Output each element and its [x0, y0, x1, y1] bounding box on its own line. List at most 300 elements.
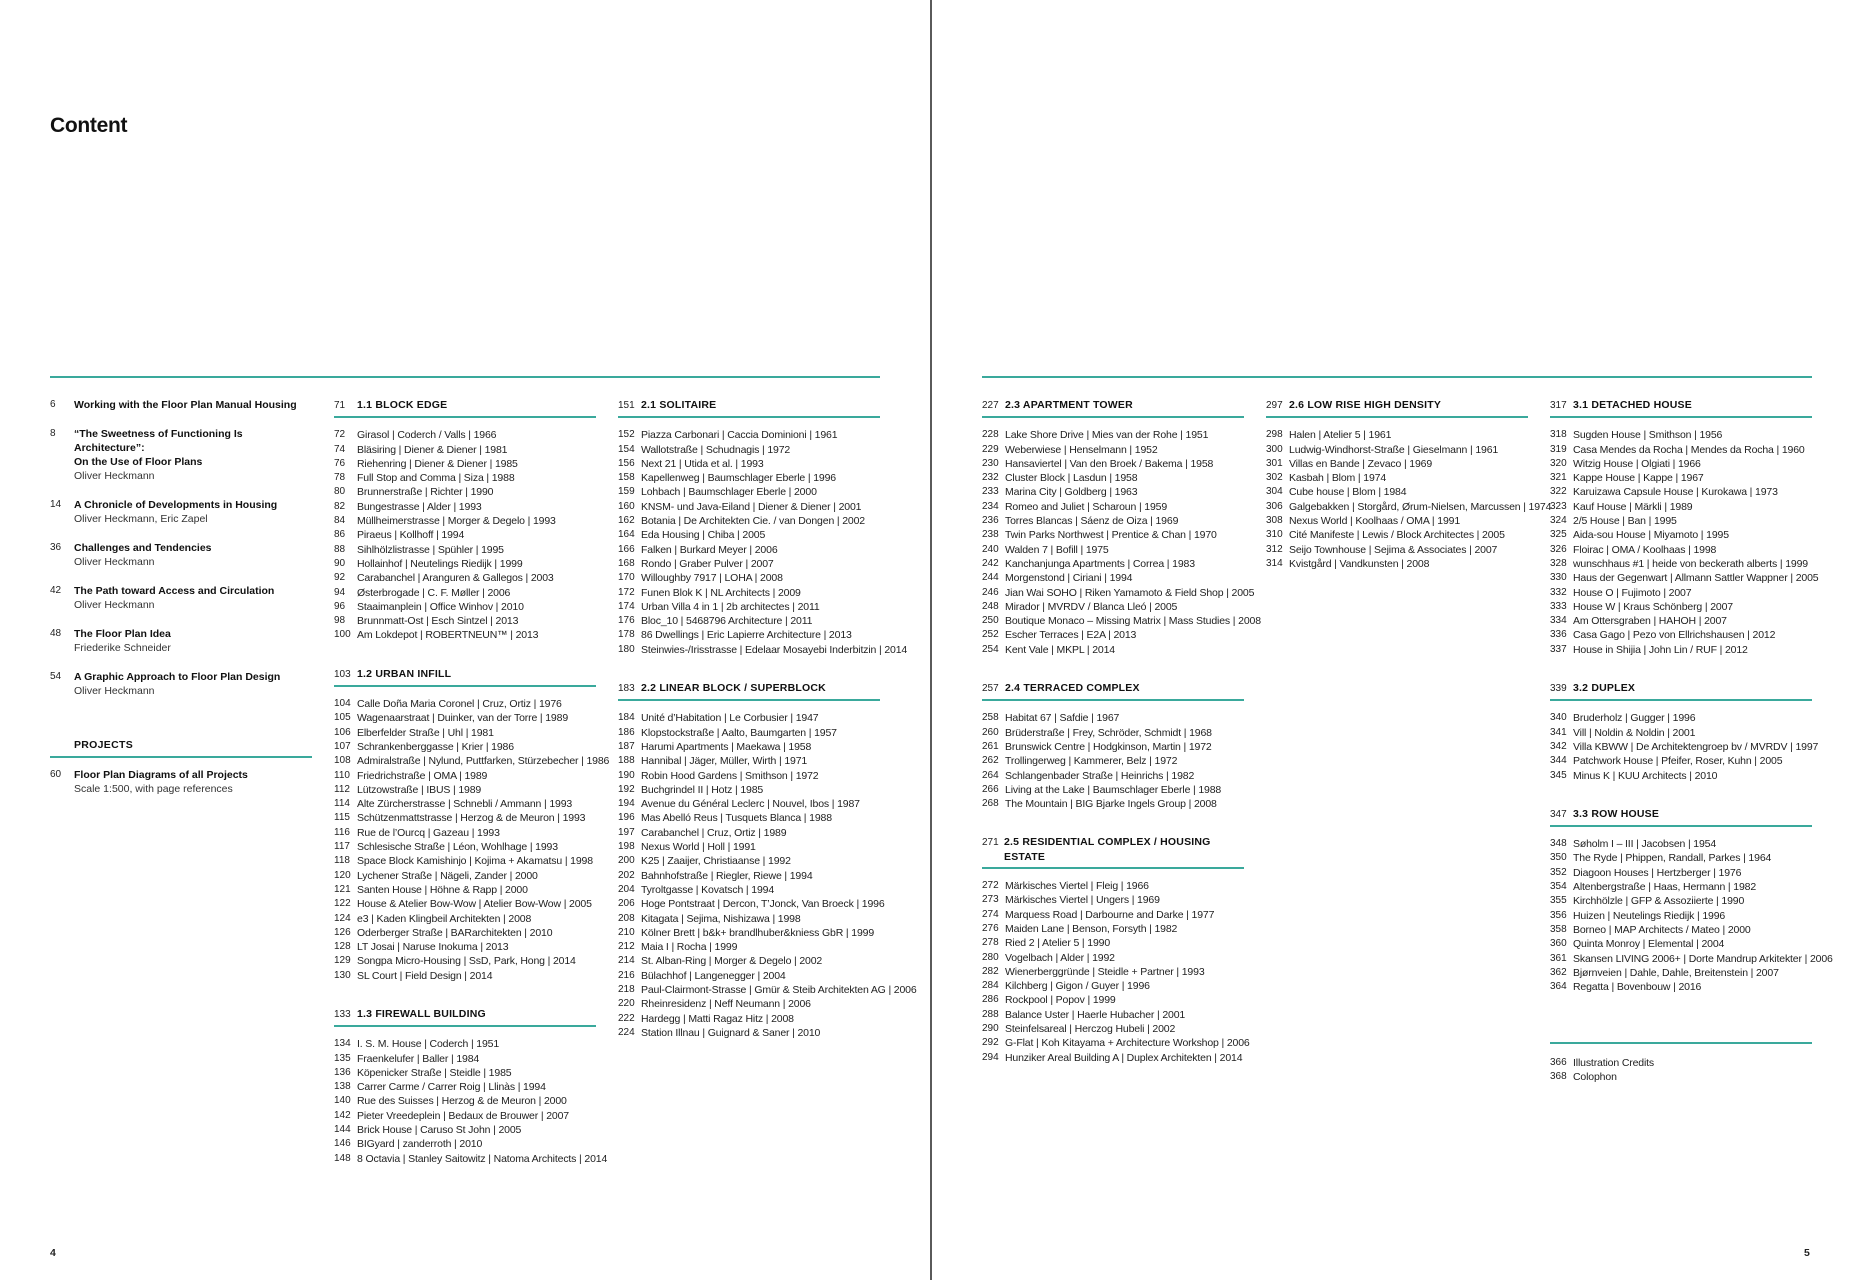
intro-entry[interactable] — [50, 627, 312, 656]
toc-entry[interactable] — [334, 457, 596, 471]
page-ref: 332 — [1550, 586, 1567, 598]
toc-entry[interactable] — [1550, 923, 1812, 937]
page-ref: 340 — [1550, 712, 1567, 724]
entry-text — [74, 627, 171, 656]
toc-entry[interactable] — [334, 1052, 596, 1066]
project-title: Bloc_10 | 5468796 Architecture | 2011 — [641, 615, 813, 628]
project-title: Altenbergstraße | Haas, Hermann | 1982 — [1573, 881, 1757, 894]
toc-entry[interactable] — [334, 783, 596, 797]
toc-entry[interactable] — [1550, 443, 1812, 457]
page-ref: 106 — [334, 726, 351, 738]
entry-heading: A Chronicle of Developments in Housing — [74, 499, 278, 512]
section-heading[interactable] — [1550, 807, 1812, 827]
toc-entry[interactable] — [334, 443, 596, 457]
project-title: Mas Abelló Reus | Tusquets Blanca | 1988 — [641, 812, 832, 825]
page-ref: 229 — [982, 443, 999, 455]
toc-entry[interactable] — [982, 936, 1244, 950]
toc-entry[interactable] — [982, 485, 1244, 499]
page-ref: 233 — [982, 486, 999, 498]
toc-entry[interactable] — [1266, 557, 1528, 571]
toc-entry[interactable] — [1550, 880, 1812, 894]
toc-column — [334, 398, 610, 1190]
toc-entry[interactable] — [618, 471, 880, 485]
toc-entry[interactable] — [982, 951, 1244, 965]
section-heading[interactable] — [1266, 398, 1528, 418]
project-title: Rue des Suisses | Herzog & de Meuron | 2000 — [357, 1095, 567, 1108]
page-ref: 126 — [334, 926, 351, 938]
toc-entry[interactable] — [982, 893, 1244, 907]
project-title: Villa KBWW | De Architektengroep bv / MVRDV | 1997 — [1573, 740, 1819, 753]
section-heading[interactable] — [618, 681, 880, 701]
page-ref: 278 — [982, 937, 999, 949]
toc-entry[interactable] — [982, 711, 1244, 725]
project-title: Vogelbach | Alder | 1992 — [1005, 951, 1115, 964]
toc-entry[interactable] — [618, 926, 880, 940]
project-title: Müllheimerstrasse | Morger & Degelo | 1993 — [357, 515, 556, 528]
page-ref: 336 — [1550, 629, 1567, 641]
project-title: SL Court | Field Design | 2014 — [357, 969, 493, 982]
entry-heading: Floor Plan Diagrams of all Projects — [74, 768, 248, 781]
toc-entry[interactable] — [982, 922, 1244, 936]
toc-entry[interactable] — [982, 879, 1244, 893]
toc-entry[interactable] — [618, 628, 880, 642]
page-ref: 326 — [1550, 543, 1567, 555]
page-ref: 107 — [334, 740, 351, 752]
toc-entry[interactable] — [618, 826, 880, 840]
section-page-ref: 297 — [1266, 400, 1283, 411]
toc-entry[interactable] — [982, 543, 1244, 557]
entry-heading: On the Use of Floor Plans — [74, 456, 203, 469]
toc-entry[interactable] — [1550, 980, 1812, 994]
project-title: Kanchanjunga Apartments | Correa | 1983 — [1005, 557, 1195, 570]
page-ref: 364 — [1550, 981, 1567, 993]
toc-entry[interactable] — [982, 979, 1244, 993]
project-title: Boutique Monaco – Missing Matrix | Mass Studies | 2008 — [1005, 615, 1261, 628]
entry-author: Oliver Heckmann — [74, 684, 155, 697]
page-ref: 328 — [1550, 557, 1567, 569]
toc-column — [982, 398, 1261, 1089]
toc-entry[interactable] — [618, 783, 880, 797]
toc-entry[interactable] — [334, 471, 596, 485]
project-title: Nexus World | Koolhaas / OMA | 1991 — [1289, 515, 1461, 528]
toc-entry[interactable] — [982, 754, 1244, 768]
project-title: Schützenmattstrasse | Herzog & de Meuron | 1993 — [357, 812, 586, 825]
toc-entry[interactable] — [618, 983, 917, 997]
project-title: Steinwies-/Irisstrasse | Edelaar Mosayebi Inderbitzin | 2014 — [641, 643, 908, 656]
toc-entry[interactable] — [334, 797, 596, 811]
credits-entry[interactable] — [1550, 1056, 1812, 1070]
toc-entry[interactable] — [1550, 514, 1812, 528]
toc-entry[interactable] — [618, 883, 880, 897]
page-ref: 74 — [334, 443, 346, 455]
section-title: 2.3 APARTMENT TOWER — [1005, 399, 1133, 411]
toc-entry[interactable] — [334, 726, 596, 740]
page-ref: 152 — [618, 429, 635, 441]
page-ref: 98 — [334, 615, 346, 627]
toc-entry[interactable] — [982, 628, 1244, 642]
toc-entry[interactable] — [618, 457, 880, 471]
toc-entry[interactable] — [1550, 740, 1819, 754]
intro-entry[interactable] — [50, 498, 312, 527]
project-title: Pieter Vreedeplein | Bedaux de Brouwer | 2007 — [357, 1109, 569, 1122]
toc-entry[interactable] — [1550, 628, 1812, 642]
toc-entry[interactable] — [1550, 557, 1812, 571]
project-title: Seijo Townhouse | Sejima & Associates | 2007 — [1289, 543, 1498, 556]
toc-entry[interactable] — [1550, 457, 1812, 471]
toc-entry[interactable] — [982, 428, 1244, 442]
project-title: Hardegg | Matti Ragaz Hitz | 2008 — [641, 1012, 794, 1025]
toc-section — [334, 398, 596, 643]
toc-entry[interactable] — [334, 1037, 596, 1051]
toc-entry[interactable] — [1550, 851, 1812, 865]
toc-entry[interactable] — [982, 740, 1244, 754]
toc-entry[interactable] — [982, 457, 1244, 471]
toc-entry[interactable] — [1550, 952, 1833, 966]
toc-entry[interactable] — [334, 869, 596, 883]
toc-entry[interactable] — [1550, 471, 1812, 485]
project-title: Casa Mendes da Rocha | Mendes da Rocha | 1960 — [1573, 443, 1805, 456]
toc-entry[interactable] — [1550, 586, 1812, 600]
toc-entry[interactable] — [618, 997, 880, 1011]
toc-entry[interactable] — [982, 471, 1244, 485]
intro-entry[interactable] — [50, 427, 312, 484]
page-ref: 146 — [334, 1138, 351, 1150]
toc-entry[interactable] — [618, 940, 880, 954]
toc-entry[interactable] — [618, 854, 880, 868]
toc-entry[interactable] — [334, 1109, 596, 1123]
toc-entry[interactable] — [334, 485, 596, 499]
toc-entry[interactable] — [1550, 769, 1812, 783]
toc-entry[interactable] — [1266, 457, 1528, 471]
section-heading[interactable] — [982, 835, 1244, 869]
toc-entry[interactable] — [618, 797, 880, 811]
toc-entry[interactable] — [334, 954, 596, 968]
page-title: Content — [50, 114, 128, 137]
project-title: Weberwiese | Henselmann | 1952 — [1005, 443, 1158, 456]
section-heading[interactable] — [334, 1007, 596, 1027]
toc-entry[interactable] — [618, 1012, 880, 1026]
toc-entry[interactable] — [982, 600, 1244, 614]
toc-entry[interactable] — [1550, 909, 1812, 923]
toc-entry[interactable] — [1550, 711, 1812, 725]
toc-entry[interactable] — [982, 1022, 1244, 1036]
page-ref: 280 — [982, 951, 999, 963]
toc-entry[interactable] — [982, 1036, 1250, 1050]
credits-entry[interactable] — [1550, 1070, 1812, 1084]
toc-entry[interactable] — [618, 726, 880, 740]
toc-entry[interactable] — [334, 514, 596, 528]
page-ref: 260 — [982, 726, 999, 738]
toc-entry[interactable] — [982, 797, 1244, 811]
toc-entry[interactable] — [618, 740, 880, 754]
toc-entry[interactable] — [618, 912, 880, 926]
toc-entry[interactable] — [618, 643, 908, 657]
toc-entry[interactable] — [334, 697, 596, 711]
toc-entry[interactable] — [618, 443, 880, 457]
project-title: Bungestrasse | Alder | 1993 — [357, 500, 482, 513]
project-title: Full Stop and Comma | Siza | 1988 — [357, 472, 515, 485]
page-ref: 318 — [1550, 429, 1567, 441]
toc-entry[interactable] — [982, 614, 1261, 628]
toc-section — [982, 398, 1261, 657]
project-title: Borneo | MAP Architects / Mateo | 2000 — [1573, 923, 1751, 936]
toc-entry[interactable] — [618, 769, 880, 783]
page-ref: 350 — [1550, 852, 1567, 864]
toc-entry[interactable] — [334, 897, 596, 911]
section-heading[interactable] — [982, 398, 1244, 418]
toc-entry[interactable] — [334, 1080, 596, 1094]
page-ref: 284 — [982, 980, 999, 992]
toc-entry[interactable] — [618, 754, 880, 768]
project-title: Tyroltgasse | Kovatsch | 1994 — [641, 883, 775, 896]
section-heading[interactable] — [982, 681, 1244, 701]
project-title: BIGyard | zanderroth | 2010 — [357, 1138, 483, 1151]
toc-entry[interactable] — [1550, 754, 1812, 768]
toc-entry[interactable] — [618, 811, 880, 825]
toc-entry[interactable] — [334, 940, 596, 954]
page-ref: 342 — [1550, 740, 1567, 752]
toc-entry[interactable] — [618, 428, 880, 442]
toc-entry[interactable] — [982, 1008, 1244, 1022]
toc-entry[interactable] — [1550, 966, 1812, 980]
toc-entry[interactable] — [1266, 443, 1528, 457]
toc-entry[interactable] — [334, 528, 596, 542]
toc-entry[interactable] — [1550, 894, 1812, 908]
toc-entry[interactable] — [1550, 866, 1812, 880]
toc-entry[interactable] — [618, 514, 880, 528]
toc-entry[interactable] — [334, 1094, 596, 1108]
toc-entry[interactable] — [334, 628, 596, 642]
page-ref: 94 — [334, 586, 346, 598]
toc-entry[interactable] — [334, 912, 596, 926]
section-page-ref: 71 — [334, 400, 346, 411]
toc-entry[interactable] — [618, 571, 880, 585]
page-ref: 345 — [1550, 769, 1567, 781]
toc-entry[interactable] — [1266, 471, 1528, 485]
toc-entry[interactable] — [334, 428, 596, 442]
toc-entry[interactable] — [618, 711, 880, 725]
project-title: Schlangenbader Straße | Heinrichs | 1982 — [1005, 769, 1195, 782]
page-ref: 286 — [982, 994, 999, 1006]
toc-entry[interactable] — [982, 500, 1244, 514]
intro-entry[interactable] — [50, 541, 312, 570]
toc-entry[interactable] — [982, 965, 1244, 979]
toc-entry[interactable] — [1550, 600, 1812, 614]
project-title: Eda Housing | Chiba | 2005 — [641, 529, 766, 542]
toc-entry[interactable] — [982, 908, 1244, 922]
toc-entry[interactable] — [618, 897, 885, 911]
project-title: Patchwork House | Pfeifer, Roser, Kuhn | 2005 — [1573, 755, 1783, 768]
toc-entry[interactable] — [1550, 726, 1812, 740]
toc-entry[interactable] — [618, 557, 880, 571]
project-title: Sugden House | Smithson | 1956 — [1573, 429, 1723, 442]
toc-entry[interactable] — [1266, 485, 1528, 499]
intro-entry[interactable] — [50, 768, 312, 797]
page-ref: 366 — [1550, 1057, 1567, 1068]
toc-entry[interactable] — [334, 557, 596, 571]
project-title: Avenue du Général Leclerc | Nouvel, Ibos | 1987 — [641, 798, 860, 811]
toc-entry[interactable] — [334, 840, 596, 854]
page-ref: 321 — [1550, 472, 1567, 484]
project-title: G-Flat | Koh Kitayama + Architecture Workshop | 2006 — [1005, 1037, 1250, 1050]
toc-entry[interactable] — [334, 614, 596, 628]
toc-entry[interactable] — [618, 954, 880, 968]
page-ref: 208 — [618, 912, 635, 924]
toc-entry[interactable] — [618, 600, 880, 614]
toc-entry[interactable] — [982, 557, 1244, 571]
toc-entry[interactable] — [1266, 514, 1528, 528]
toc-entry[interactable] — [982, 571, 1244, 585]
page-ref: 294 — [982, 1051, 999, 1063]
toc-section — [334, 667, 610, 983]
toc-entry[interactable] — [1266, 528, 1528, 542]
toc-entry[interactable] — [618, 485, 880, 499]
toc-section — [1550, 807, 1833, 995]
page-ref: 202 — [618, 869, 635, 881]
project-title: Cube house | Blom | 1984 — [1289, 486, 1407, 499]
page-ref: 261 — [982, 740, 999, 752]
project-title: Balance Uster | Haerle Hubacher | 2001 — [1005, 1008, 1186, 1021]
page-ref: 348 — [1550, 838, 1567, 850]
toc-entry[interactable] — [982, 993, 1244, 1007]
toc-entry[interactable] — [982, 643, 1244, 657]
toc-entry[interactable] — [1550, 528, 1812, 542]
project-title: Villas en Bande | Zevaco | 1969 — [1289, 457, 1433, 470]
entry-author: Oliver Heckmann — [74, 599, 155, 612]
toc-section — [334, 1007, 608, 1166]
section-heading[interactable] — [334, 667, 596, 687]
toc-entry[interactable] — [334, 740, 596, 754]
toc-entry[interactable] — [1550, 937, 1812, 951]
toc-entry[interactable] — [334, 1123, 596, 1137]
page-ref: 8 — [50, 427, 56, 439]
toc-entry[interactable] — [982, 586, 1255, 600]
toc-entry[interactable] — [334, 1066, 596, 1080]
project-title: I. S. M. House | Coderch | 1951 — [357, 1038, 500, 1051]
toc-entry[interactable] — [334, 754, 610, 768]
section-heading[interactable] — [1550, 681, 1812, 701]
toc-entry[interactable] — [334, 571, 596, 585]
entry-text — [74, 584, 274, 613]
toc-entry[interactable] — [1266, 500, 1552, 514]
toc-entry[interactable] — [618, 869, 880, 883]
toc-entry[interactable] — [334, 969, 596, 983]
toc-entry[interactable] — [618, 969, 880, 983]
toc-entry[interactable] — [334, 500, 596, 514]
toc-entry[interactable] — [618, 543, 880, 557]
page-ref: 159 — [618, 486, 635, 498]
project-title: Kirchhölzle | GFP & Assoziierte | 1990 — [1573, 895, 1745, 908]
entry-heading: Challenges and Tendencies — [74, 541, 212, 554]
section-heading[interactable] — [334, 398, 596, 418]
page-ref: 234 — [982, 500, 999, 512]
toc-entry[interactable] — [618, 586, 880, 600]
page-ref: 160 — [618, 500, 635, 512]
toc-entry[interactable] — [982, 528, 1244, 542]
page-ref: 142 — [334, 1109, 351, 1121]
project-title: Walden 7 | Bofill | 1975 — [1005, 543, 1109, 556]
section-page-ref: 339 — [1550, 683, 1567, 695]
toc-entry[interactable] — [334, 600, 596, 614]
toc-column — [1550, 398, 1833, 1018]
toc-entry[interactable] — [334, 826, 596, 840]
project-title: Carrer Carme / Carrer Roig | Llinàs | 1994 — [357, 1081, 546, 1094]
project-title: Songpa Micro-Housing | SsD, Park, Hong | 2014 — [357, 955, 576, 968]
page-ref: 268 — [982, 798, 999, 810]
toc-entry[interactable] — [618, 500, 880, 514]
toc-entry[interactable] — [334, 543, 596, 557]
toc-section — [1550, 398, 1819, 657]
page-ref: 216 — [618, 969, 635, 981]
intro-entry[interactable] — [50, 398, 312, 412]
section-page-ref: 103 — [334, 668, 351, 680]
toc-entry[interactable] — [1266, 543, 1528, 557]
toc-entry[interactable] — [334, 926, 596, 940]
toc-entry[interactable] — [334, 883, 596, 897]
toc-entry[interactable] — [1266, 428, 1528, 442]
entry-author: Scale 1:500, with page references — [74, 782, 233, 795]
toc-entry[interactable] — [334, 711, 596, 725]
toc-entry[interactable] — [1550, 643, 1812, 657]
toc-entry[interactable] — [982, 1051, 1244, 1065]
toc-entry[interactable] — [982, 769, 1244, 783]
section-heading[interactable] — [1550, 398, 1812, 418]
page-ref: 117 — [334, 841, 350, 853]
section-title: 2.6 LOW RISE HIGH DENSITY — [1289, 399, 1442, 411]
section-heading[interactable] — [618, 398, 880, 418]
project-title: Alte Zürcherstrasse | Schnebli / Ammann | 1993 — [357, 798, 573, 811]
entry-text — [74, 670, 280, 699]
project-title: Twin Parks Northwest | Prentice & Chan | 1970 — [1005, 529, 1217, 542]
toc-entry[interactable] — [982, 514, 1244, 528]
toc-entry[interactable] — [334, 586, 596, 600]
page-ref: 230 — [982, 457, 999, 469]
toc-entry[interactable] — [982, 783, 1244, 797]
section-title: 2.5 RESIDENTIAL COMPLEX / HOUSING ESTATE — [1004, 836, 1211, 863]
toc-entry[interactable] — [982, 726, 1244, 740]
toc-entry[interactable] — [334, 1152, 608, 1166]
toc-entry[interactable] — [982, 443, 1244, 457]
project-title: Galgebakken | Storgård, Ørum-Nielsen, Marcussen | 1974 — [1289, 500, 1552, 513]
toc-entry[interactable] — [618, 528, 880, 542]
toc-entry[interactable] — [618, 1026, 880, 1040]
project-title: Bjørnveien | Dahle, Dahle, Breitenstein | 2007 — [1573, 966, 1779, 979]
page-ref: 306 — [1266, 500, 1283, 512]
toc-entry[interactable] — [334, 1137, 596, 1151]
toc-entry[interactable] — [1550, 614, 1812, 628]
toc-entry[interactable] — [1550, 485, 1812, 499]
toc-entry[interactable] — [334, 769, 596, 783]
page-ref: 80 — [334, 486, 346, 498]
intro-entry[interactable] — [50, 670, 312, 699]
page-ref: 322 — [1550, 486, 1567, 498]
toc-entry[interactable] — [1550, 837, 1812, 851]
intro-entry[interactable] — [50, 584, 312, 613]
toc-entry[interactable] — [618, 614, 880, 628]
toc-entry[interactable] — [334, 854, 596, 868]
toc-entry[interactable] — [618, 840, 880, 854]
toc-entry[interactable] — [334, 811, 596, 825]
toc-entry[interactable] — [1550, 500, 1812, 514]
toc-entry[interactable] — [1550, 571, 1819, 585]
top-rule — [50, 376, 880, 378]
project-title: Aida-sou House | Miyamoto | 1995 — [1573, 529, 1729, 542]
section-page-ref: 271 — [982, 837, 999, 849]
page-ref: 124 — [334, 912, 351, 924]
toc-entry[interactable] — [1550, 543, 1812, 557]
project-title: Riehenring | Diener & Diener | 1985 — [357, 457, 518, 470]
toc-entry[interactable] — [1550, 428, 1812, 442]
